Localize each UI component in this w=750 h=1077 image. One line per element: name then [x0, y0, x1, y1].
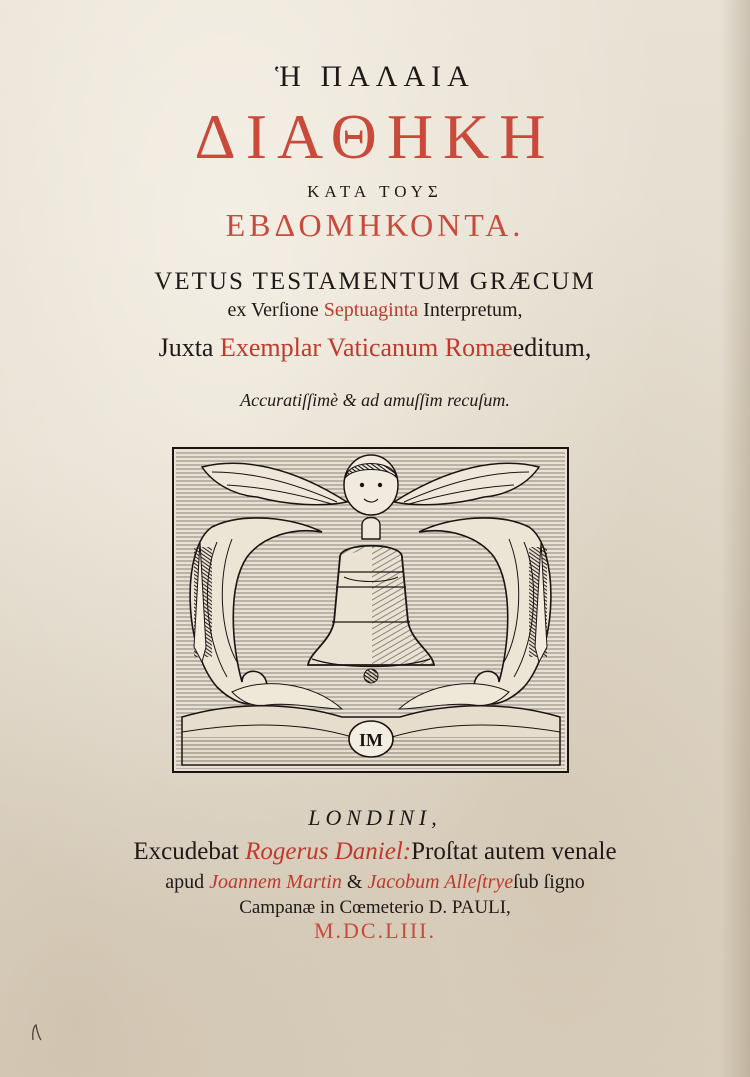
juxta-line	[0, 333, 750, 363]
latin-subtitle-a: ex Verſione	[227, 299, 319, 321]
greek-line-hebdomekonta: ΕΒΔΟΜΗΚΟΝΤΑ.	[225, 207, 525, 243]
latin-subtitle	[0, 299, 750, 322]
latin-title: VETUS TESTAMENTUM GRÆCUM	[154, 268, 596, 295]
bell-engraving	[172, 447, 569, 773]
greek-line-kata-tous: ΚΑΤΑ ΤΟΥΣ	[307, 182, 443, 201]
monogram-text: IM	[359, 730, 383, 750]
excudebat-a: Excudebat	[133, 838, 239, 865]
campanae-line: Campanæ in Cœmeterio D. PAULI,	[239, 897, 511, 918]
latin-subtitle-b: Interpretum,	[423, 299, 523, 321]
excudebat-red: Rogerus Daniel:	[245, 838, 412, 865]
pencil-mark-icon	[30, 1022, 44, 1042]
accuratissime-line: Accuratiſſimè & ad amuſſim recuſum.	[240, 390, 510, 410]
apud-amp: &	[346, 871, 363, 893]
apud-b: ſub ſigno	[513, 871, 585, 893]
bell-crown	[362, 518, 380, 540]
excudebat-b: Proſtat autem venale	[411, 838, 617, 865]
apud-a: apud	[165, 871, 205, 893]
juxta-red: Exemplar Vaticanum Romæ	[219, 333, 513, 362]
londini-line: LONDINI,	[308, 805, 442, 830]
excudebat-line	[0, 838, 750, 866]
bell-clapper	[364, 669, 378, 683]
apud-red2: Jacobum Alleſtrye	[367, 871, 514, 893]
juxta-b: editum,	[512, 333, 592, 362]
juxta-a: Juxta	[158, 333, 214, 362]
greek-line-diatheke: ΔΙΑΘΗΚΗ	[194, 101, 556, 172]
year-line: M.DC.LIII.	[313, 918, 437, 943]
apud-red1: Joannem Martin	[209, 871, 342, 893]
apud-line	[0, 871, 750, 894]
greek-line-he-palaia: Ἡ ΠΑΛΑΙΑ	[275, 60, 475, 93]
latin-subtitle-red: Septuaginta	[323, 299, 419, 321]
